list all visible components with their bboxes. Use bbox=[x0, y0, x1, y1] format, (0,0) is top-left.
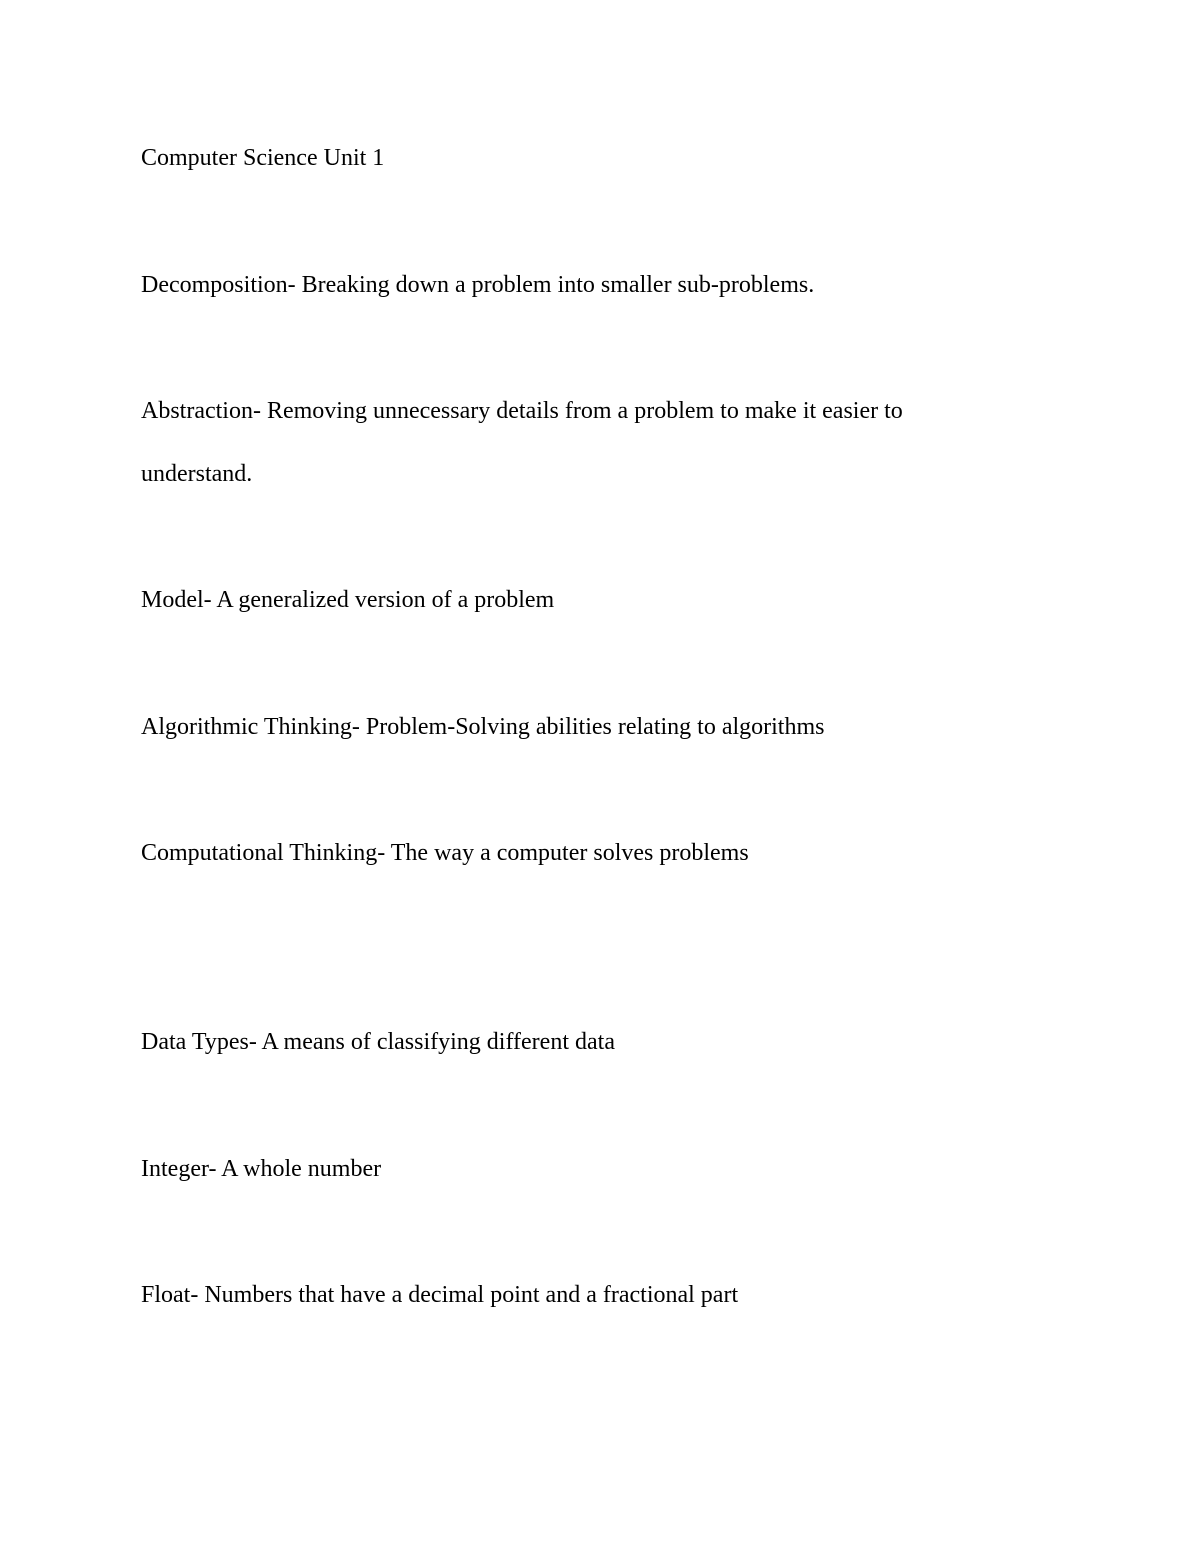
definition-data-types: Data Types- A means of classifying different data bbox=[141, 1029, 615, 1055]
definition-decomposition: Decomposition- Breaking down a problem into smaller sub-problems. bbox=[141, 272, 815, 298]
document-title: Computer Science Unit 1 bbox=[141, 145, 385, 171]
definition-algorithmic-thinking: Algorithmic Thinking- Problem-Solving abilities relating to algorithms bbox=[141, 714, 825, 740]
definition-float: Float- Numbers that have a decimal point and a fractional part bbox=[141, 1282, 739, 1308]
definition-model: Model- A generalized version of a problem bbox=[141, 587, 555, 613]
definition-computational-thinking: Computational Thinking- The way a computer solves problems bbox=[141, 840, 749, 866]
definition-abstraction-line-2: understand. bbox=[141, 461, 253, 487]
definition-integer: Integer- A whole number bbox=[141, 1156, 382, 1182]
definition-abstraction-line-1: Abstraction- Removing unnecessary details from a problem to make it easier to bbox=[141, 398, 903, 424]
